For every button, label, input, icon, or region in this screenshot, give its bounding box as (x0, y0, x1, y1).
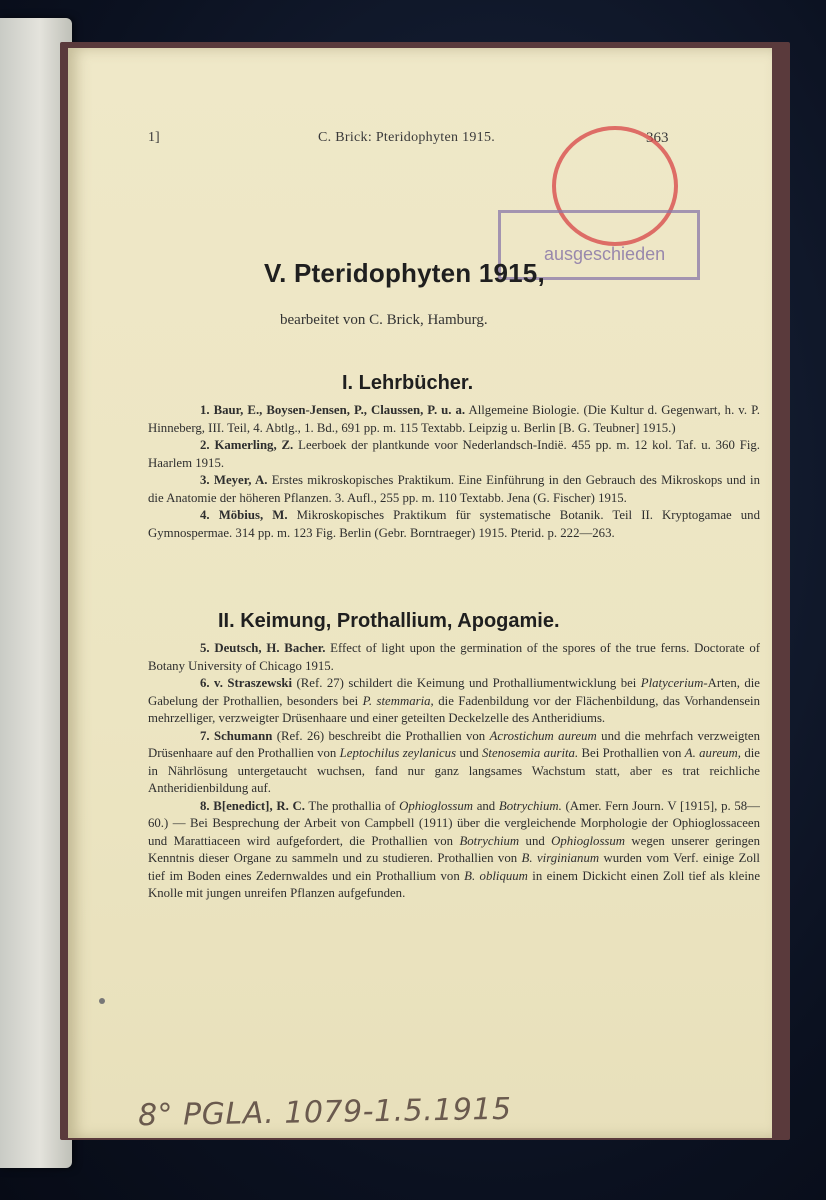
running-header: C. Brick: Pteridophyten 1915. (318, 130, 496, 145)
entry-7-text: (Ref. 26) beschreibt die Prothallien von (272, 728, 490, 743)
entry-6-authors: 6. v. Straszewski (200, 676, 293, 690)
entry-1-text: Allgemeine Biologie. (Die Kultur d. Gegenwart, h. v. P. Hinneberg, III. Teil, 4. Abtlg., 1. Bd., 691 pp. m. 115 Textabb. Leipzig u. Berlin [B. G. Teubner] 1915.) (148, 403, 760, 435)
entry-8-taxon: Ophioglossum (551, 833, 626, 848)
entry-7-authors: 7. Schumann (200, 728, 273, 743)
entry-5 (148, 640, 760, 675)
entry-7-text: Bei Prothallien von (578, 746, 685, 760)
entry-3-text: Erstes mikroskopisches Praktikum. Eine Einführung in den Gebrauch des Mikroskops und in die Anatomie der höheren Pflanzen. 3. Aufl., 255 pp. m. 110 Textabb. Jena (G. Fischer) 1915. (148, 473, 760, 505)
entry-8-text: The prothallia of (304, 798, 400, 813)
entry-4-text: Mikroskopisches Praktikum für systematische Botanik. Teil II. Kryptogamae und Gymnospermae. 314 pp. m. 123 Fig. Berlin (Gebr. Borntraeger) 1915. Pterid. p. 222—263. (148, 508, 760, 540)
entry-6 (148, 675, 760, 728)
entry-8-text: in einem Dickicht einen Zoll tief als kleine Knolle mit jungen unreifen Pflanzen aufgefunden. (148, 868, 760, 900)
entry-8-text: and (473, 798, 499, 813)
entry-6-text: (Ref. 27) schildert die Keimung und Prothalliumentwicklung bei (292, 676, 641, 690)
entry-6-taxon: Platycerium (640, 676, 704, 690)
entry-5-text: Effect of light upon the germination of the spores of the true ferns. Doctorate of Botany University of Chicago 1915. (148, 641, 760, 673)
entry-5-authors: 5. Deutsch, H. Bacher. (200, 641, 326, 655)
entry-8-taxon: B. obliquum (464, 868, 528, 883)
chapter-title: V. Pteridophyten 1915, (264, 258, 545, 288)
entry-8-taxon: Botrychium. (498, 798, 562, 813)
section-lehrbuecher-entries (148, 402, 760, 542)
entry-2 (148, 437, 760, 472)
book-page (68, 48, 772, 1138)
entry-7-text: die in Nährlösung untergetaucht wuchsen, fand nur ganz langsames Wachstum statt, aber es trat reichliche Antheridienbildung auf. (148, 746, 760, 795)
entry-7-taxon: Leptochilus zeylanicus (339, 746, 457, 760)
entry-8-taxon: B. virginianum (521, 851, 600, 865)
chapter-byline: bearbeitet von C. Brick, Hamburg. (280, 312, 488, 328)
entry-8-text: und (519, 833, 552, 848)
entry-6-taxon: P. stemmaria, (362, 693, 434, 708)
entry-7-taxon: Stenosemia aurita. (482, 746, 579, 760)
entry-7-taxon: A. aureum, (684, 746, 741, 760)
entry-2-authors: 2. Kamerling, Z. (200, 438, 294, 452)
entry-8-taxon: Ophioglossum (399, 798, 474, 813)
margin-dot (99, 998, 105, 1004)
entry-8-authors: 8. B[enedict], R. C. (200, 798, 305, 813)
entry-7-taxon: Acrostichum aureum (489, 728, 597, 743)
entry-8 (148, 798, 760, 903)
entry-8-text: (Amer. Fern Journ. V [1915], p. 58—60.) — Bei Besprechung der Arbeit von Campbell (1911) über die vergleichende Morphologie der Ophioglossaceen und Marattiaceen wird aufgefordert, die Prothallien von (148, 798, 760, 848)
library-stamp-text: ausgeschieden (544, 244, 666, 264)
handwritten-shelfmark: 8° PGLA. 1079-1.5.1915 (137, 1091, 512, 1134)
page-number: 363 (646, 130, 669, 146)
entry-4 (148, 507, 760, 542)
section-title-lehrbuecher: I. Lehrbücher. (342, 372, 474, 394)
header-left: 1] (148, 130, 160, 145)
entry-7-text: und die mehrfach verzweigten Drüsenhaare auf den Prothallien von (148, 728, 761, 760)
entry-3-authors: 3. Meyer, A. (200, 473, 268, 487)
entry-6-text: -Arten, die Gabelung der Prothallien, besonders bei (148, 676, 760, 708)
entry-1-authors: 1. Baur, E., Boysen-Jensen, P., Claussen, P. u. a. (200, 403, 466, 417)
entry-3 (148, 472, 760, 507)
entry-7-text: und (456, 746, 483, 760)
entry-8-text: wurden vom Verf. einige Zoll tief im Boden eines Zedernwaldes und ein Prothallium von (148, 851, 760, 883)
entry-4-authors: 4. Möbius, M. (200, 508, 288, 522)
entry-7 (148, 728, 760, 798)
section-title-keimung: II. Keimung, Prothallium, Apogamie. (218, 610, 560, 632)
entry-6-text: die Fadenbildung vor der Flächenbildung, das Vorhandensein mehrzelliger, verzweigter Drüsenhaare und einer geteilten Deckelzelle des Antheridiums. (148, 693, 761, 725)
section-keimung-entries (148, 640, 760, 903)
entry-8-text: wegen unserer geringen Kenntnis dieser Organe zu sammeln und zu studieren. Prothallien von (148, 833, 760, 865)
entry-8-taxon: Botrychium (459, 833, 520, 848)
entry-2-text: Leerboek der plantkunde voor Nederlandsch-Indië. 455 pp. m. 12 kol. Taf. u. 360 Fig. Haarlem 1915. (148, 438, 760, 470)
entry-1 (148, 402, 760, 437)
